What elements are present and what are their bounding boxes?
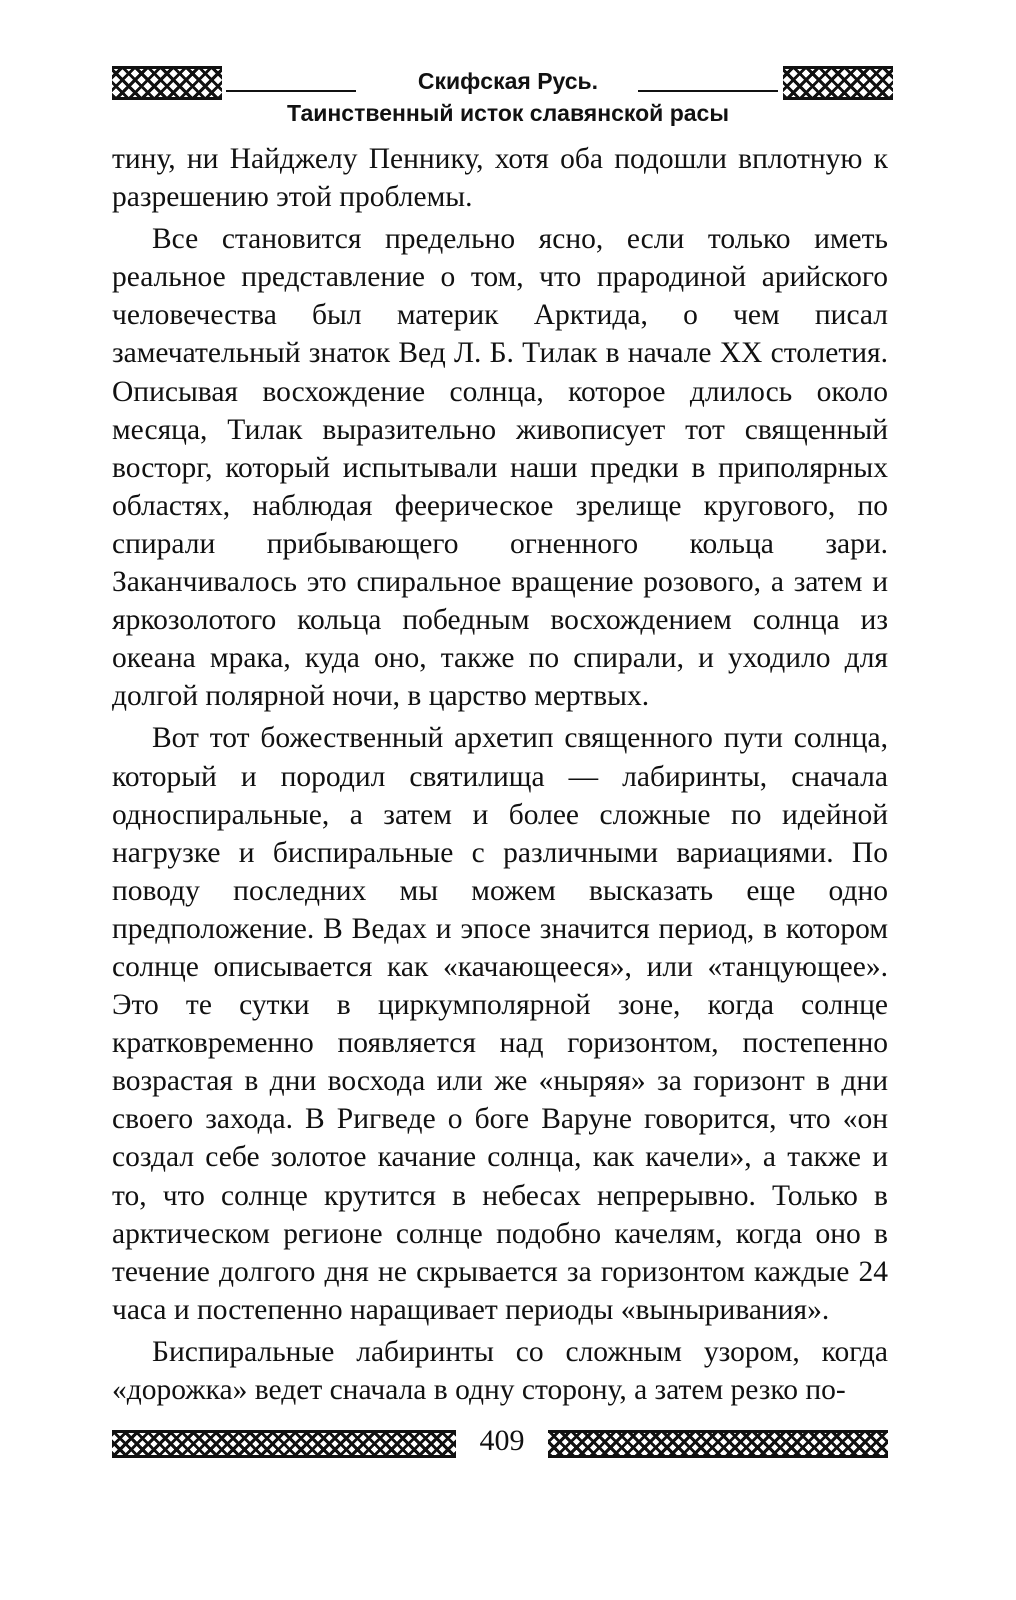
page-number: 409	[479, 1424, 525, 1457]
footer-ornament-right	[548, 1430, 888, 1458]
ornament-right	[783, 66, 893, 100]
paragraph: Вот тот божественный архетип священного пути солнца, который и породил святилища — лабиринты, сначала односпиральные, а затем и более сложные по идейной нагрузке и биспиральные с различными вариациями. По поводу последних мы можем высказать еще одно предположение. В Ведах и эпосе значится период, в котором солнце описывается как «качающееся», или «танцующее». Это те сутки в циркумполярной зоне, когда солнце кратковременно появляется над горизонтом, постепенно возрастая в дни восхода или же «ныряя» за горизонт в дни своего захода. В Ригведе о боге Варуне говорится, что «он создал себе золотое качание солнца, как качели», а также и то, что солнце крутится в небесах непрерывно. Только в арктическом регионе солнце подобно качелям, когда оно в течение долгого дня не скрывается за горизонтом каждые 24 часа и постепенно наращивает периоды «выныривания».	[112, 722, 888, 1326]
header-title: Скифская Русь.	[417, 68, 599, 94]
paragraph: тину, ни Найджелу Пеннику, хотя оба подошли вплотную к разрешению этой проблемы.	[112, 143, 888, 214]
paragraph: Все становится предельно ясно, если только иметь реальное представление о том, что прародиной арийского человечества был материк Арктида, о чем писал замечательный знаток Вед Л. Б. Тилак в начале XX столетия. Описывая восхождение солнца, которое длилось около месяца, Тилак выразительно живописует тот священный восторг, который испытывали наши предки в приполярных областях, наблюдая феерическое зрелище кругового, по спирали прибывающего огненного кольца зари. Заканчивалось это спиральное вращение розового, а затем и яркозолотого кольца победным восхождением солнца из океана мрака, куда оно, также по спирали, и уходило для долгой полярной ночи, в царство мертвых.	[112, 223, 888, 713]
page-body	[112, 140, 888, 1409]
page-footer	[0, 1424, 1016, 1464]
header-subtitle: Таинственный исток славянской расы	[287, 100, 729, 126]
running-header	[0, 62, 1016, 132]
paragraph: Биспиральные лабиринты со сложным узором, когда «дорожка» ведет сначала в одну сторону, а затем резко по-	[112, 1335, 888, 1406]
header-rule-right	[638, 90, 778, 92]
footer-ornament-left	[112, 1430, 456, 1458]
